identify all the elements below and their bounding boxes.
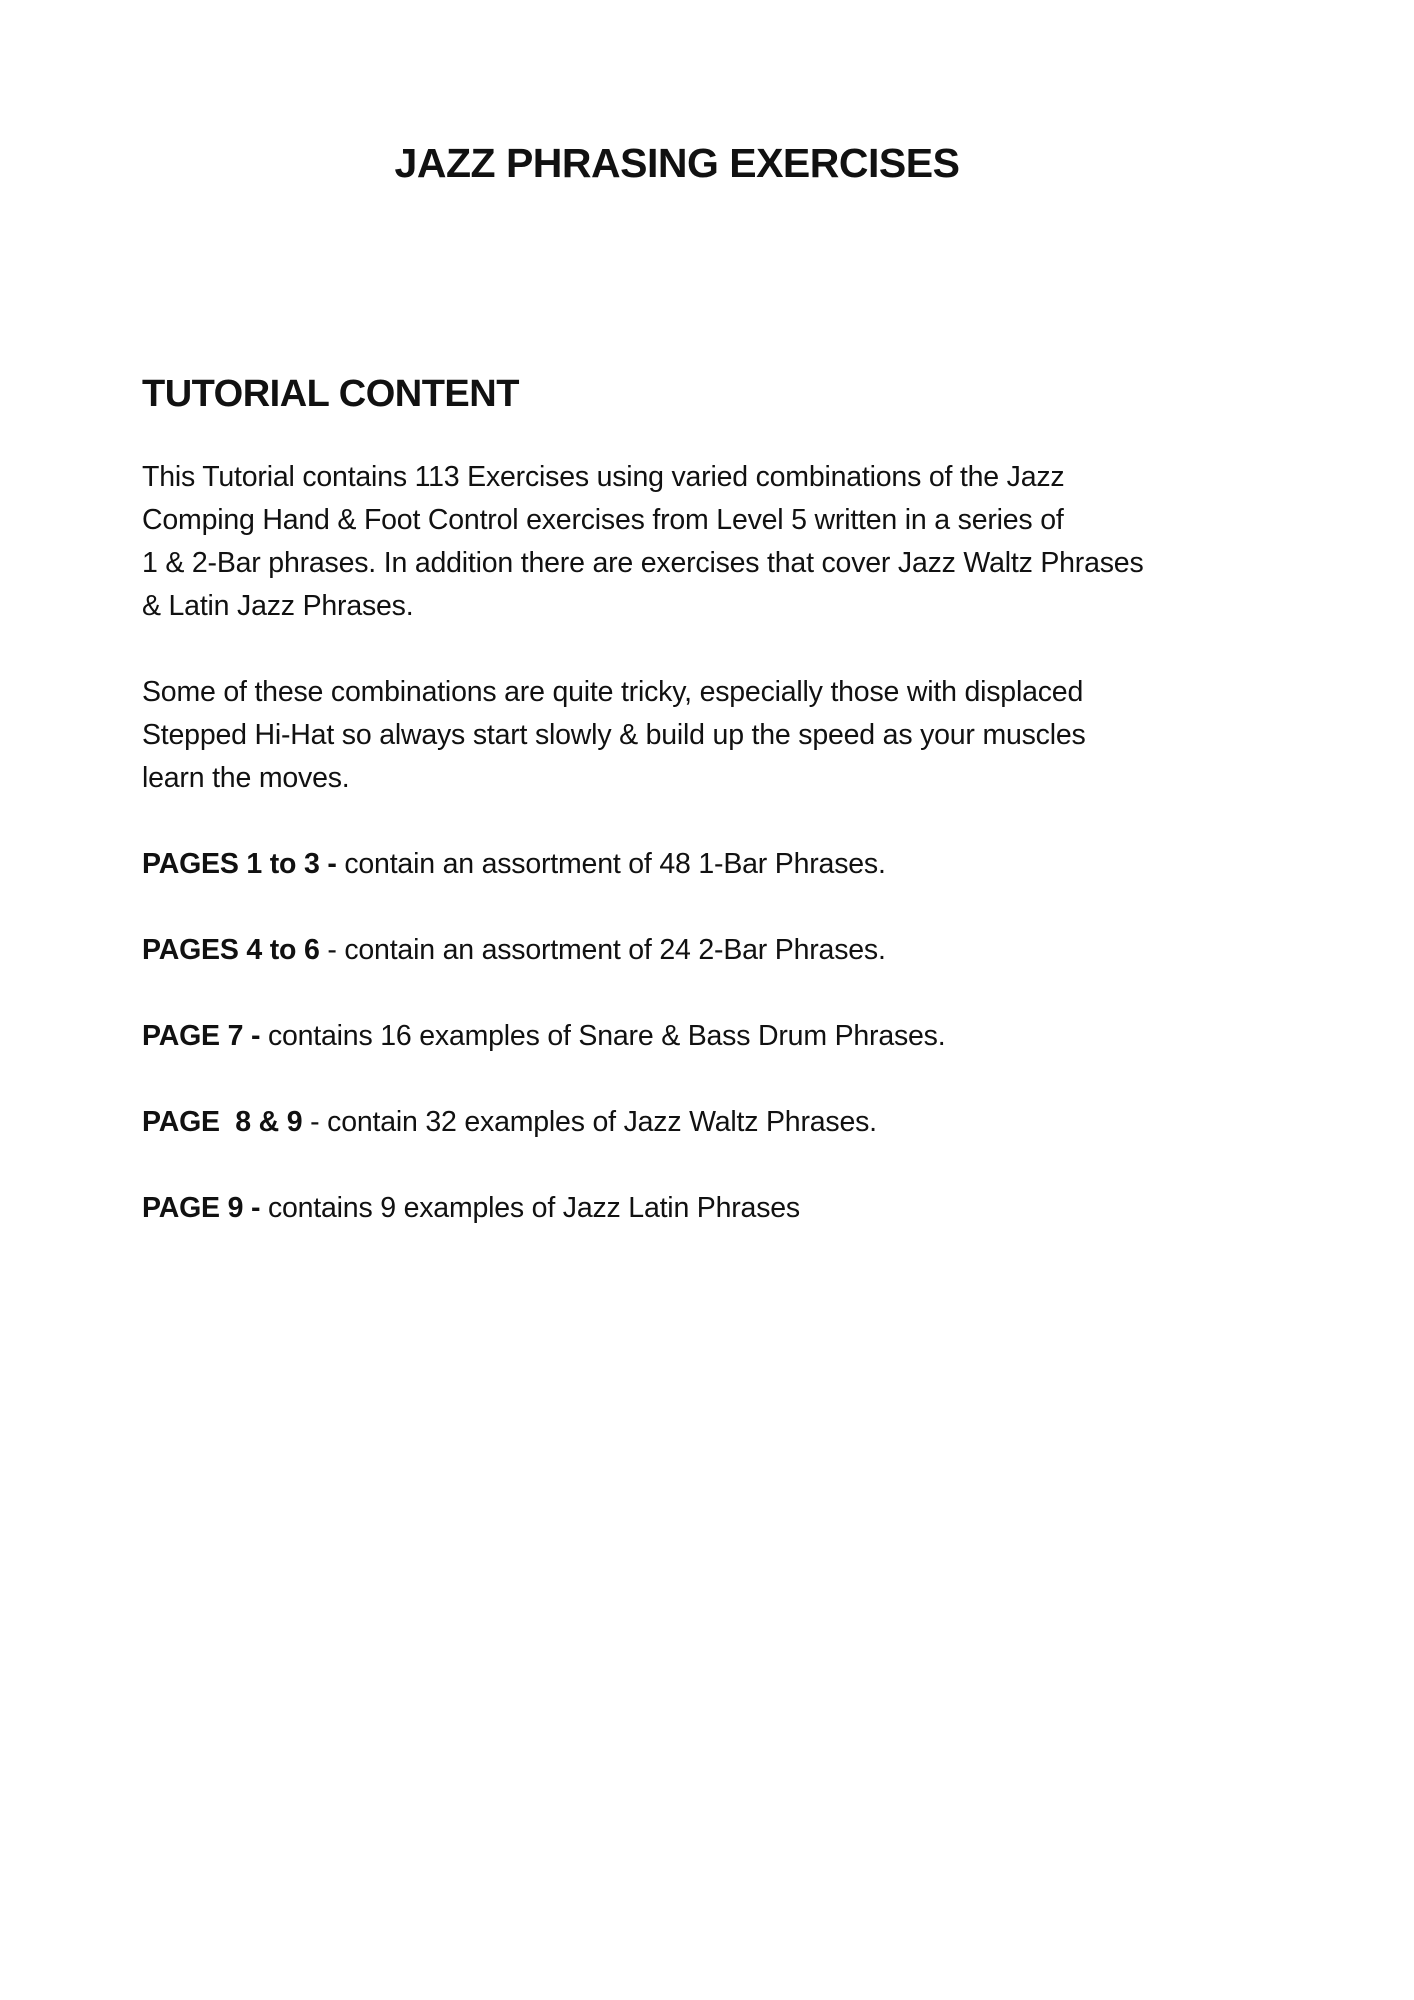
page-entry-8-9 — [142, 1101, 1252, 1144]
advice-line: Stepped Hi-Hat so always start slowly & build up the speed as your muscles — [142, 718, 1086, 751]
intro-line: 1 & 2-Bar phrases. In addition there are exercises that cover Jazz Waltz Phrases — [142, 546, 1144, 579]
section-heading: TUTORIAL CONTENT — [142, 373, 519, 415]
document-body — [142, 372, 1252, 1273]
intro-line: & Latin Jazz Phrases. — [142, 589, 414, 622]
document-title: JAZZ PHRASING EXERCISES — [394, 140, 960, 186]
page-entry-text: contains 9 examples of Jazz Latin Phrases — [260, 1191, 800, 1224]
page-entry-text: contains 16 examples of Snare & Bass Drum Phrases. — [260, 1019, 946, 1052]
page-entry-label: PAGES 4 to 6 — [142, 933, 320, 966]
page-entry-label: PAGE 7 - — [142, 1019, 261, 1052]
advice-line: learn the moves. — [142, 761, 350, 794]
page-entry-label: PAGE 8 & 9 — [142, 1105, 303, 1138]
intro-paragraph — [142, 456, 1252, 628]
page-entry-text: - contain 32 examples of Jazz Waltz Phrases. — [302, 1105, 877, 1138]
page-entry-text: contain an assortment of 48 1-Bar Phrases. — [336, 847, 886, 880]
intro-line: This Tutorial contains 113 Exercises using varied combinations of the Jazz — [142, 460, 1065, 493]
page-entry-text: - contain an assortment of 24 2-Bar Phrases. — [319, 933, 886, 966]
advice-line: Some of these combinations are quite tricky, especially those with displaced — [142, 675, 1084, 708]
page-entry-4-6 — [142, 929, 1252, 972]
page-entry-label: PAGE 9 - — [142, 1191, 261, 1224]
page-entry-1-3 — [142, 843, 1252, 886]
page-entry-7 — [142, 1015, 1252, 1058]
page-entry-9 — [142, 1187, 1252, 1230]
advice-paragraph — [142, 671, 1252, 800]
intro-line: Comping Hand & Foot Control exercises from Level 5 written in a series of — [142, 503, 1064, 536]
page-entry-label: PAGES 1 to 3 - — [142, 847, 337, 880]
